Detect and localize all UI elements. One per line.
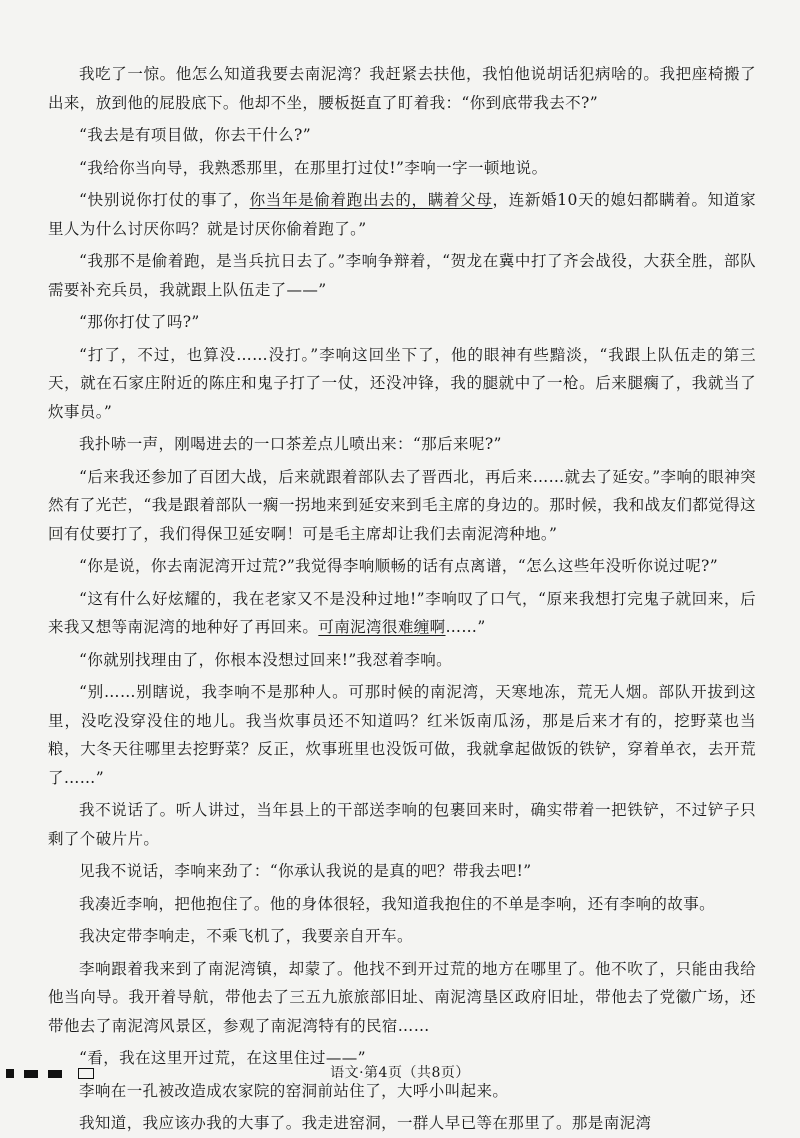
paragraph: “你就别找理由了，你根本没想过回来!”我怼着李响。: [79, 650, 453, 669]
paragraph: “你是说，你去南泥湾开过荒?”我觉得李响顺畅的话有点离谱，“怎么这些年没听你说过呢?”: [79, 557, 719, 575]
paragraph: 我知道，我应该办我的大事了。我走进窑洞，一群人早已等在那里了。那是南泥湾: [79, 1114, 652, 1132]
underlined-sentence: 可南泥湾很难缠啊: [318, 618, 446, 636]
paragraph: “别……别瞎说，我李响不是那种人。可那时候的南泥湾，天寒地冻，荒无人烟。部队开拔到这里，没吃没穿没住的地儿。我当炊事员还不知道吗？红米饭南瓜汤，那是后来才有的，挖野菜也当粮，大冬天往哪里去挖野菜？反正，炊事班里也没饭可做，我就拿起做饭的铁铲，穿着单衣，去开荒了……”: [48, 683, 756, 787]
body-text: [48, 60, 756, 1138]
paragraph: “那你打仗了吗?”: [79, 313, 200, 331]
paragraph: “打了，不过，也算没……没打。”李响这回坐下了，他的眼神有些黯淡，“我跟上队伍走的第三天，就在石家庄附近的陈庄和鬼子打了一仗，还没冲锋，我的腿就中了一枪。后来腿瘸了，我就当了炊事员。”: [48, 345, 756, 421]
paragraph: 见我不说话，李响来劲了：“你承认我说的是真的吧？带我去吧!”: [79, 862, 532, 880]
paragraph: “我去是有项目做，你去干什么?”: [79, 126, 312, 144]
page-footer: [0, 1062, 800, 1092]
paragraph: 我扑哧一声，刚喝进去的一口茶差点儿喷出来：“那后来呢?”: [79, 435, 502, 453]
text-span: “这有什么好炫耀的，我在老家又不是没种过地!”李响叹了口气，“原来我想打完鬼子就回来，后来我又想等南泥湾的地种好了再回来。: [48, 589, 756, 636]
text-span: ，连新婚10天的媳妇都瞒着。知道家里人为什么讨厌你吗？就是讨厌你偷着跑了。”: [48, 191, 756, 238]
paragraph: 我吃了一惊。他怎么知道我要去南泥湾？我赶紧去扶他，我怕他说胡话犯病啥的。我把座椅搬了出来，放到他的屁股底下。他却不坐，腰板挺直了盯着我：“你到底带我去不?”: [48, 65, 756, 112]
paragraph: 我不说话了。听人讲过，当年县上的干部送李响的包裹回来时，确实带着一把铁铲，不过铲子只剩了个破片片。: [48, 801, 756, 848]
underlined-sentence: 你当年是偷着跑出去的，瞒着父母: [249, 191, 493, 209]
paragraph: 我凑近李响，把他抱住了。他的身体很轻，我知道我抱住的不单是李响，还有李响的故事。: [79, 894, 716, 913]
paragraph: “后来我还参加了百团大战，后来就跟着部队去了晋西北，再后来……就去了延安。”李响的眼神突然有了光芒，“我是跟着部队一瘸一拐地来到延安来到毛主席的身边的。那时候，我和战友们都觉得这回有仗要打了，我们得保卫延安啊！可是毛主席却让我们去南泥湾种地。”: [48, 467, 756, 543]
paragraph: 李响在一孔被改造成农家院的窑洞前站住了，大呼小叫起来。: [79, 1081, 509, 1100]
paragraph: “看，我在这里开过荒，在这里住过——”: [79, 1049, 366, 1067]
text-span: “快别说你打仗的事了，: [79, 191, 250, 209]
text-span: ……”: [445, 618, 486, 636]
paragraph: [48, 186, 756, 243]
paragraph: 我决定带李响走，不乘飞机了，我要亲自开车。: [79, 927, 413, 945]
paragraph: “我给你当向导，我熟悉那里，在那里打过仗!”李响一字一顿地说。: [79, 158, 548, 177]
paragraph: [48, 585, 756, 642]
paragraph: “我那不是偷着跑，是当兵抗日去了。”李响争辩着，“贺龙在冀中打了齐会战役，大获全胜，部队需要补充兵员，我就跟上队伍走了——”: [48, 252, 756, 299]
page-number: 语文·第4页（共8页）: [330, 1065, 470, 1081]
paragraph: 李响跟着我来到了南泥湾镇，却蒙了。他找不到开过荒的地方在哪里了。他不吹了，只能由我给他当向导。我开着导航，带他去了三五九旅旅部旧址、南泥湾垦区政府旧址，带他去了党徽广场，还带他去了南泥湾风景区，参观了南泥湾特有的民宿……: [48, 959, 756, 1035]
